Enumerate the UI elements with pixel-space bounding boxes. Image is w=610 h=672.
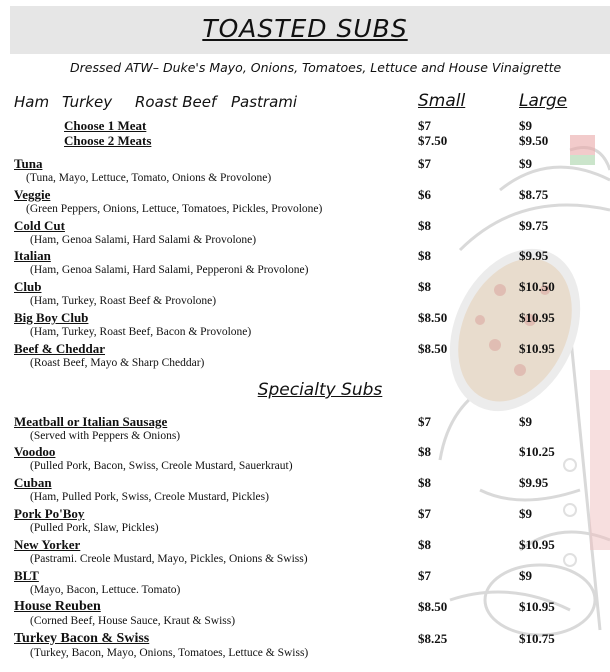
specialty-small-price-voodoo: $8	[418, 444, 431, 459]
choose-2-meats-label: Choose 2 Meats	[64, 133, 152, 148]
specialty-desc-pork-poboy: (Pulled Pork, Slaw, Pickles)	[30, 522, 159, 534]
specialty-desc-cuban: (Ham, Pulled Pork, Swiss, Creole Mustard, Pickles)	[30, 491, 269, 503]
sub-small-price-cold-cut: $8	[418, 218, 431, 233]
specialty-small-price-blt: $7	[418, 568, 431, 583]
specialty-name-new-yorker: New Yorker	[14, 537, 81, 552]
specialty-desc-meatball: (Served with Peppers & Onions)	[30, 430, 181, 442]
sub-desc-club: (Ham, Turkey, Roast Beef & Provolone)	[30, 295, 217, 307]
specialty-desc-new-yorker: (Pastrami. Creole Mustard, Mayo, Pickles, Onions & Swiss)	[30, 553, 308, 565]
specialty-desc-voodoo: (Pulled Pork, Bacon, Swiss, Creole Mustard, Sauerkraut)	[30, 460, 293, 472]
sub-small-price-tuna: $7	[418, 156, 431, 171]
sub-name-cold-cut: Cold Cut	[14, 218, 65, 233]
sub-small-price-club: $8	[418, 279, 431, 294]
specialty-name-meatball: Meatball or Italian Sausage	[14, 414, 168, 429]
specialty-small-price-pork-poboy: $7	[418, 506, 431, 521]
sub-desc-tuna: (Tuna, Mayo, Lettuce, Tomato, Onions & Provolone)	[26, 172, 272, 184]
specialty-large-price-blt: $9	[519, 568, 532, 583]
choose-1-meat-small-price: $7	[418, 118, 431, 133]
column-header-large: Large	[519, 91, 568, 111]
specialty-small-price-meatball: $7	[418, 414, 431, 429]
sub-large-price-big-boy-club: $10.95	[519, 310, 555, 325]
specialty-small-price-cuban: $8	[418, 475, 431, 490]
sub-large-price-club: $10.50	[519, 279, 555, 294]
specialty-small-price-house-reuben: $8.50	[418, 599, 448, 614]
sub-small-price-italian: $8	[418, 248, 431, 263]
specialty-small-price-new-yorker: $8	[418, 537, 431, 552]
specialty-large-price-pork-poboy: $9	[519, 506, 532, 521]
choose-2-meats-large-price: $9.50	[519, 133, 549, 148]
sub-name-veggie: Veggie	[14, 187, 51, 202]
sub-desc-big-boy-club: (Ham, Turkey, Roast Beef, Bacon & Provolone)	[30, 326, 252, 338]
sub-name-tuna: Tuna	[14, 156, 43, 171]
sub-desc-cold-cut: (Ham, Genoa Salami, Hard Salami & Provolone)	[30, 234, 257, 246]
specialty-name-pork-poboy: Pork Po'Boy	[14, 506, 85, 521]
choose-2-meats-small-price: $7.50	[418, 133, 448, 148]
meat-option-ham: Ham	[14, 93, 50, 111]
sub-desc-italian: (Ham, Genoa Salami, Hard Salami, Pepperoni & Provolone)	[30, 264, 309, 276]
specialty-large-price-house-reuben: $10.95	[519, 599, 555, 614]
sub-large-price-tuna: $9	[519, 156, 532, 171]
dressed-note: Dressed ATW– Duke's Mayo, Onions, Tomatoes, Lettuce and House Vinaigrette	[70, 60, 562, 75]
sub-desc-beef-cheddar: (Roast Beef, Mayo & Sharp Cheddar)	[30, 357, 205, 369]
meat-option-roast-beef: Roast Beef	[135, 93, 217, 111]
specialty-name-turkey-bacon-swiss: Turkey Bacon & Swiss	[14, 631, 150, 646]
sub-large-price-veggie: $8.75	[519, 187, 549, 202]
specialty-small-price-turkey-bacon-swiss: $8.25	[418, 631, 448, 646]
sub-name-club: Club	[14, 279, 42, 294]
specialty-large-price-turkey-bacon-swiss: $10.75	[519, 631, 555, 646]
specialty-name-cuban: Cuban	[14, 475, 52, 490]
choose-1-meat-label: Choose 1 Meat	[64, 118, 147, 133]
specialty-desc-turkey-bacon-swiss: (Turkey, Bacon, Mayo, Onions, Tomatoes, Lettuce & Swiss)	[30, 647, 309, 659]
meat-option-turkey: Turkey	[62, 93, 113, 111]
specialty-desc-blt: (Mayo, Bacon, Lettuce. Tomato)	[30, 584, 181, 596]
sub-name-beef-cheddar: Beef & Cheddar	[14, 341, 105, 356]
specialty-name-house-reuben: House Reuben	[14, 599, 101, 614]
page-title: TOASTED SUBS	[202, 14, 408, 43]
specialty-large-price-meatball: $9	[519, 414, 532, 429]
specialty-large-price-voodoo: $10.25	[519, 444, 555, 459]
specialty-large-price-cuban: $9.95	[519, 475, 549, 490]
column-header-small: Small	[418, 91, 466, 111]
specialty-large-price-new-yorker: $10.95	[519, 537, 555, 552]
sub-large-price-cold-cut: $9.75	[519, 218, 549, 233]
chef-pizza-illustration	[420, 130, 610, 670]
sub-large-price-beef-cheddar: $10.95	[519, 341, 555, 356]
choose-1-meat-large-price: $9	[519, 118, 532, 133]
specialty-desc-house-reuben: (Corned Beef, House Sauce, Kraut & Swiss)	[30, 615, 236, 627]
specialty-subs-heading: Specialty Subs	[257, 380, 383, 400]
sub-small-price-veggie: $6	[418, 187, 431, 202]
sub-name-italian: Italian	[14, 248, 51, 263]
sub-name-big-boy-club: Big Boy Club	[14, 310, 89, 325]
specialty-name-voodoo: Voodoo	[14, 444, 56, 459]
sub-small-price-beef-cheddar: $8.50	[418, 341, 448, 356]
specialty-name-blt: BLT	[14, 568, 39, 583]
sub-desc-veggie: (Green Peppers, Onions, Lettuce, Tomatoes, Pickles, Provolone)	[26, 203, 323, 215]
meat-option-pastrami: Pastrami	[231, 93, 298, 111]
sub-small-price-big-boy-club: $8.50	[418, 310, 448, 325]
sub-large-price-italian: $9.95	[519, 248, 549, 263]
